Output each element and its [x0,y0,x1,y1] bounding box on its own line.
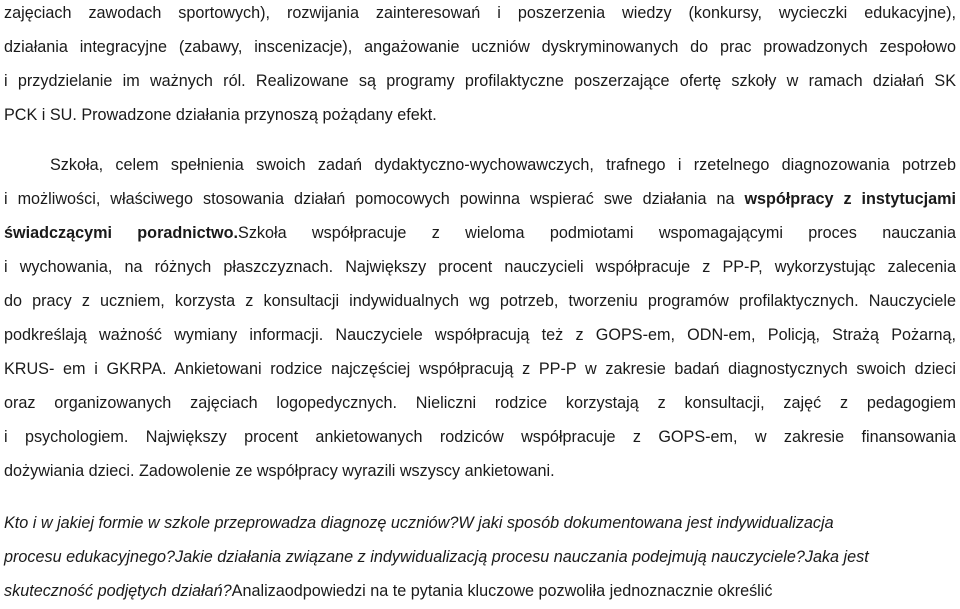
questions-line2: procesu edukacyjnego?Jakie działania związane z indywidualizacją procesu nauczania podejmują nauczyciele?Jaka jest [4,548,869,566]
paragraph2-line2-text: i możliwości, właściwego stosowania działań pomocowych powinna wspierać swe działania na [4,190,745,208]
questions-line3-italic: skuteczność podjętych działań? [4,582,232,600]
paragraph2-line3-bold: świadczącymi poradnictwo. [4,224,239,242]
paragraph2-line7: KRUS- em i GKRPA. Ankietowani rodzice najczęściej współpracują z PP-P w zakresie badań diagnostycznych swoich dzieci [4,360,956,378]
paragraph2-line2-bold: współpracy z instytucjami [744,190,956,208]
questions-line1: Kto i w jakiej formie w szkole przeprowadza diagnozę uczniów?W jaki sposób dokumentowana jest indywidualizacja [4,514,834,532]
paragraph2-line3-text: Szkoła współpracuje z wieloma podmiotami wspomagającymi proces nauczania [238,224,956,242]
paragraph2-line6: podkreślają ważność wymiany informacji. Nauczyciele współpracują też z GOPS-em, ODN-em, Policją, Strażą Pożarną, [4,326,956,344]
paragraph2-line9: i psychologiem. Największy procent ankietowanych rodziców współpracuje z GOPS-em, w zakresie finansowania [4,428,956,446]
paragraph2-line1: Szkoła, celem spełnienia swoich zadań dydaktyczno-wychowawczych, trafnego i rzetelnego diagnozowania potrzeb [50,156,956,174]
paragraph1-line3: i przydzielanie im ważnych ról. Realizowane są programy profilaktyczne poszerzające ofertę szkoły w ramach działań SK [4,72,956,90]
paragraph2-line8: oraz organizowanych zajęciach logopedycznych. Nieliczni rodzice korzystają z konsultacji, zajęć z pedagogiem [4,394,956,412]
paragraph1-line4: PCK i SU. Prowadzone działania przynoszą pożądany efekt. [4,106,437,124]
questions-line3 [4,581,956,601]
paragraph1-line1: zajęciach zawodach sportowych), rozwijania zainteresowań i poszerzenia wiedzy (konkursy, wycieczki edukacyjne), [4,4,956,22]
paragraph2-line2 [4,189,956,209]
questions-line3-text: Analizaodpowiedzi na te pytania kluczowe pozwoliła jednoznacznie określić [231,582,773,600]
paragraph2-line10: dożywiania dzieci. Zadowolenie ze współpracy wyrazili wszyscy ankietowani. [4,462,555,480]
paragraph2-line3 [4,223,956,243]
paragraph2-line4: i wychowania, na różnych płaszczyznach. Największy procent nauczycieli współpracuje z PP-P, wykorzystując zalecenia [4,258,956,276]
paragraph1-line2: działania integracyjne (zabawy, inscenizacje), angażowanie uczniów dyskryminowanych do prac prowadzonych zespołowo [4,38,956,56]
paragraph2-line5: do pracy z uczniem, korzysta z konsultacji indywidualnych wg potrzeb, tworzeniu programów profilaktycznych. Nauczyciele [4,292,956,310]
